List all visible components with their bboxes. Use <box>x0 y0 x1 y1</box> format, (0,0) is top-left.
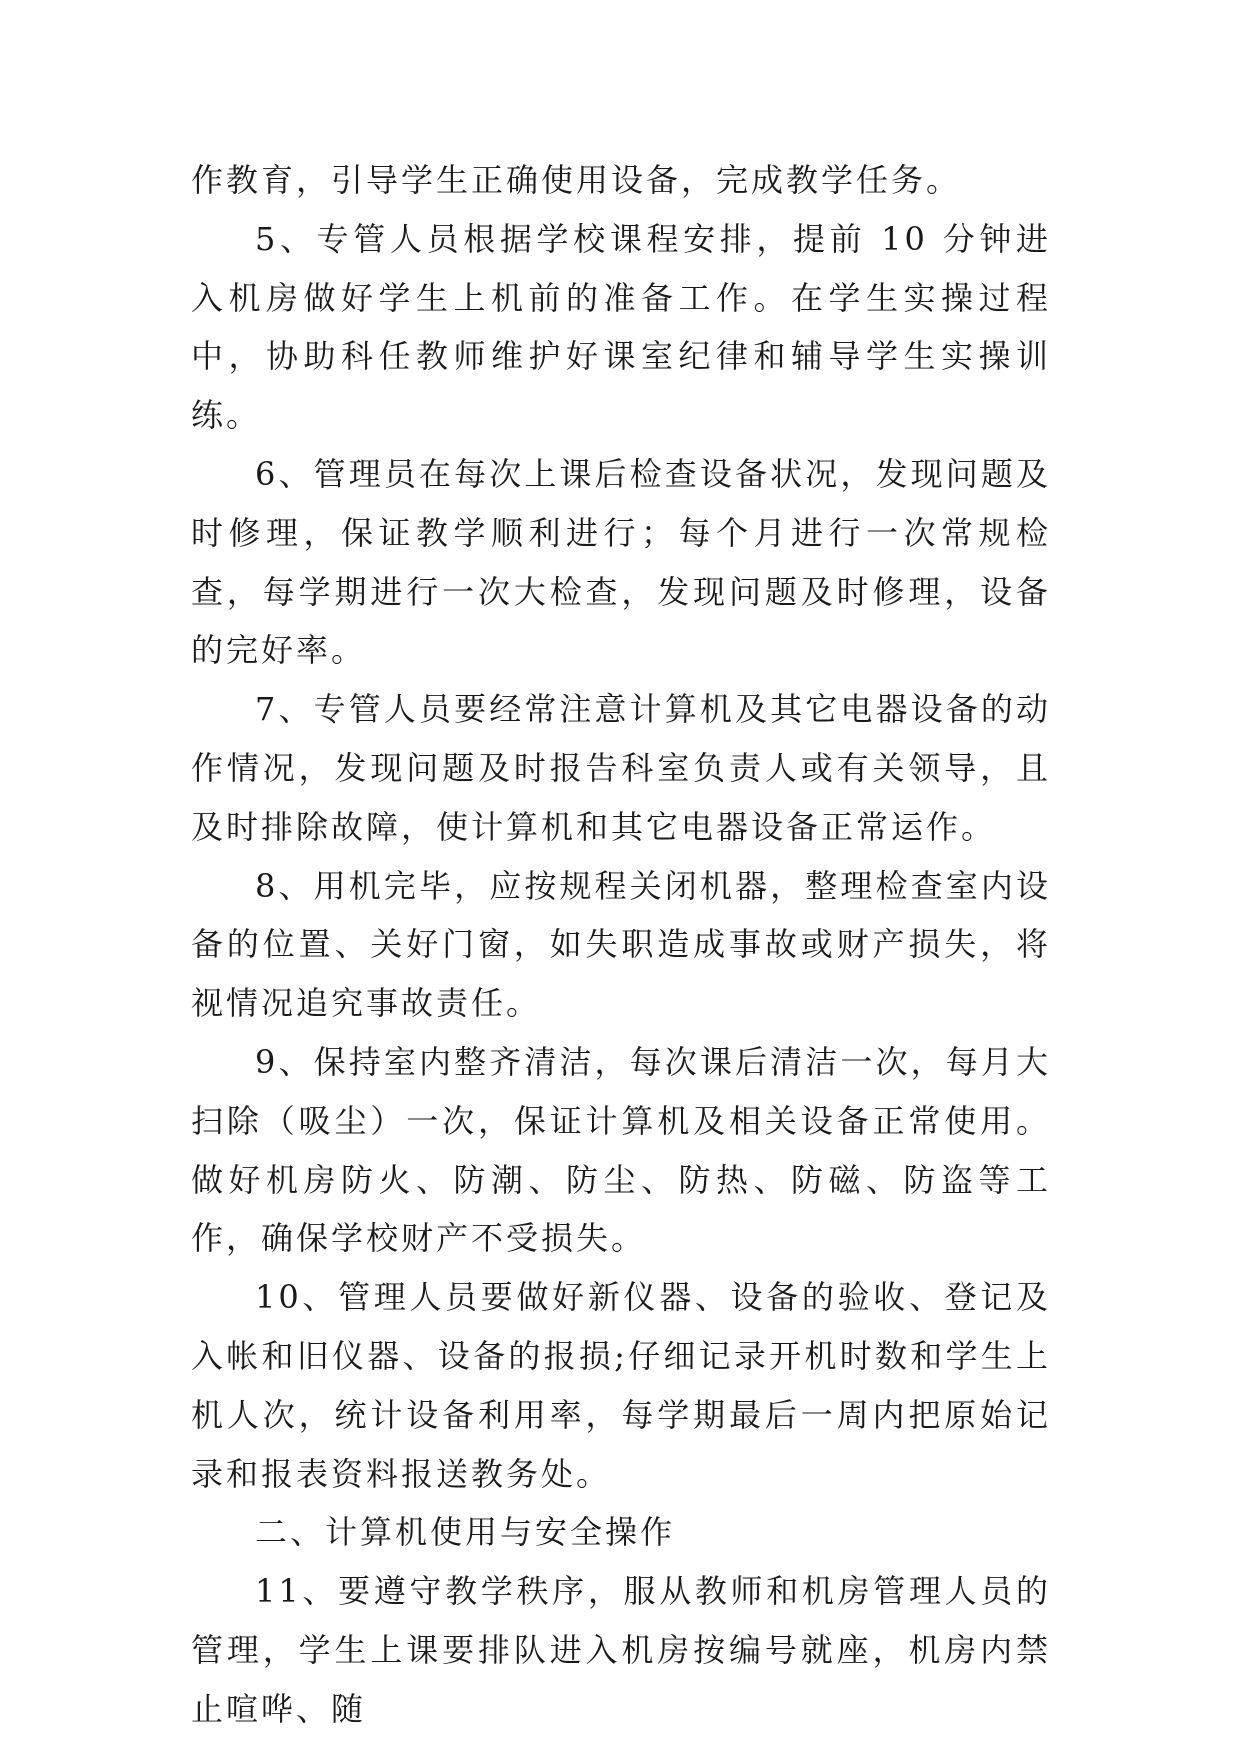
paragraph-continuation: 作教育，引导学生正确使用设备，完成教学任务。 <box>191 161 962 199</box>
paragraph-item-5: 5、专管人员根据学校课程安排，提前 10 分钟进入机房做好学生上机前的准备工作。在学生实操过程中，协助科任教师维护好课室纪律和辅导学生实操训练。 <box>191 219 1051 435</box>
paragraph-item-9: 9、保持室内整齐清洁，每次课后清洁一次，每月大扫除（吸尘）一次，保证计算机及相关设备正常使用。做好机房防火、防潮、防尘、防热、防磁、防盗等工作，确保学校财产不受损失。 <box>191 1042 1051 1258</box>
paragraph-item-10: 10、管理人员要做好新仪器、设备的验收、登记及入帐和旧仪器、设备的报损;仔细记录开机时数和学生上机人次，统计设备利用率，每学期最后一周内把原始记录和报表资料报送教务处。 <box>191 1278 1051 1493</box>
paragraph-item-7: 7、专管人员要经常注意计算机及其它电器设备的动作情况，发现问题及时报告科室负责人或有关领导，且及时排除故障，使计算机和其它电器设备正常运作。 <box>191 690 1051 846</box>
section-heading: 二、计算机使用与安全操作 <box>255 1513 676 1552</box>
paragraph-item-6: 6、管理员在每次上课后检查设备状况，发现问题及时修理，保证教学顺利进行；每个月进行一次常规检查，每学期进行一次大检查，发现问题及时修理，设备的完好率。 <box>191 454 1051 670</box>
paragraph-item-11: 11、要遵守教学秩序，服从教师和机房管理人员的管理，学生上课要排队进入机房按编号就座，机房内禁止喧哗、随 <box>191 1572 1051 1728</box>
document-body <box>191 151 1051 1739</box>
paragraph-item-8: 8、用机完毕，应按规程关闭机器，整理检查室内设备的位置、关好门窗，如失职造成事故或财产损失，将视情况追究事故责任。 <box>191 866 1051 1023</box>
